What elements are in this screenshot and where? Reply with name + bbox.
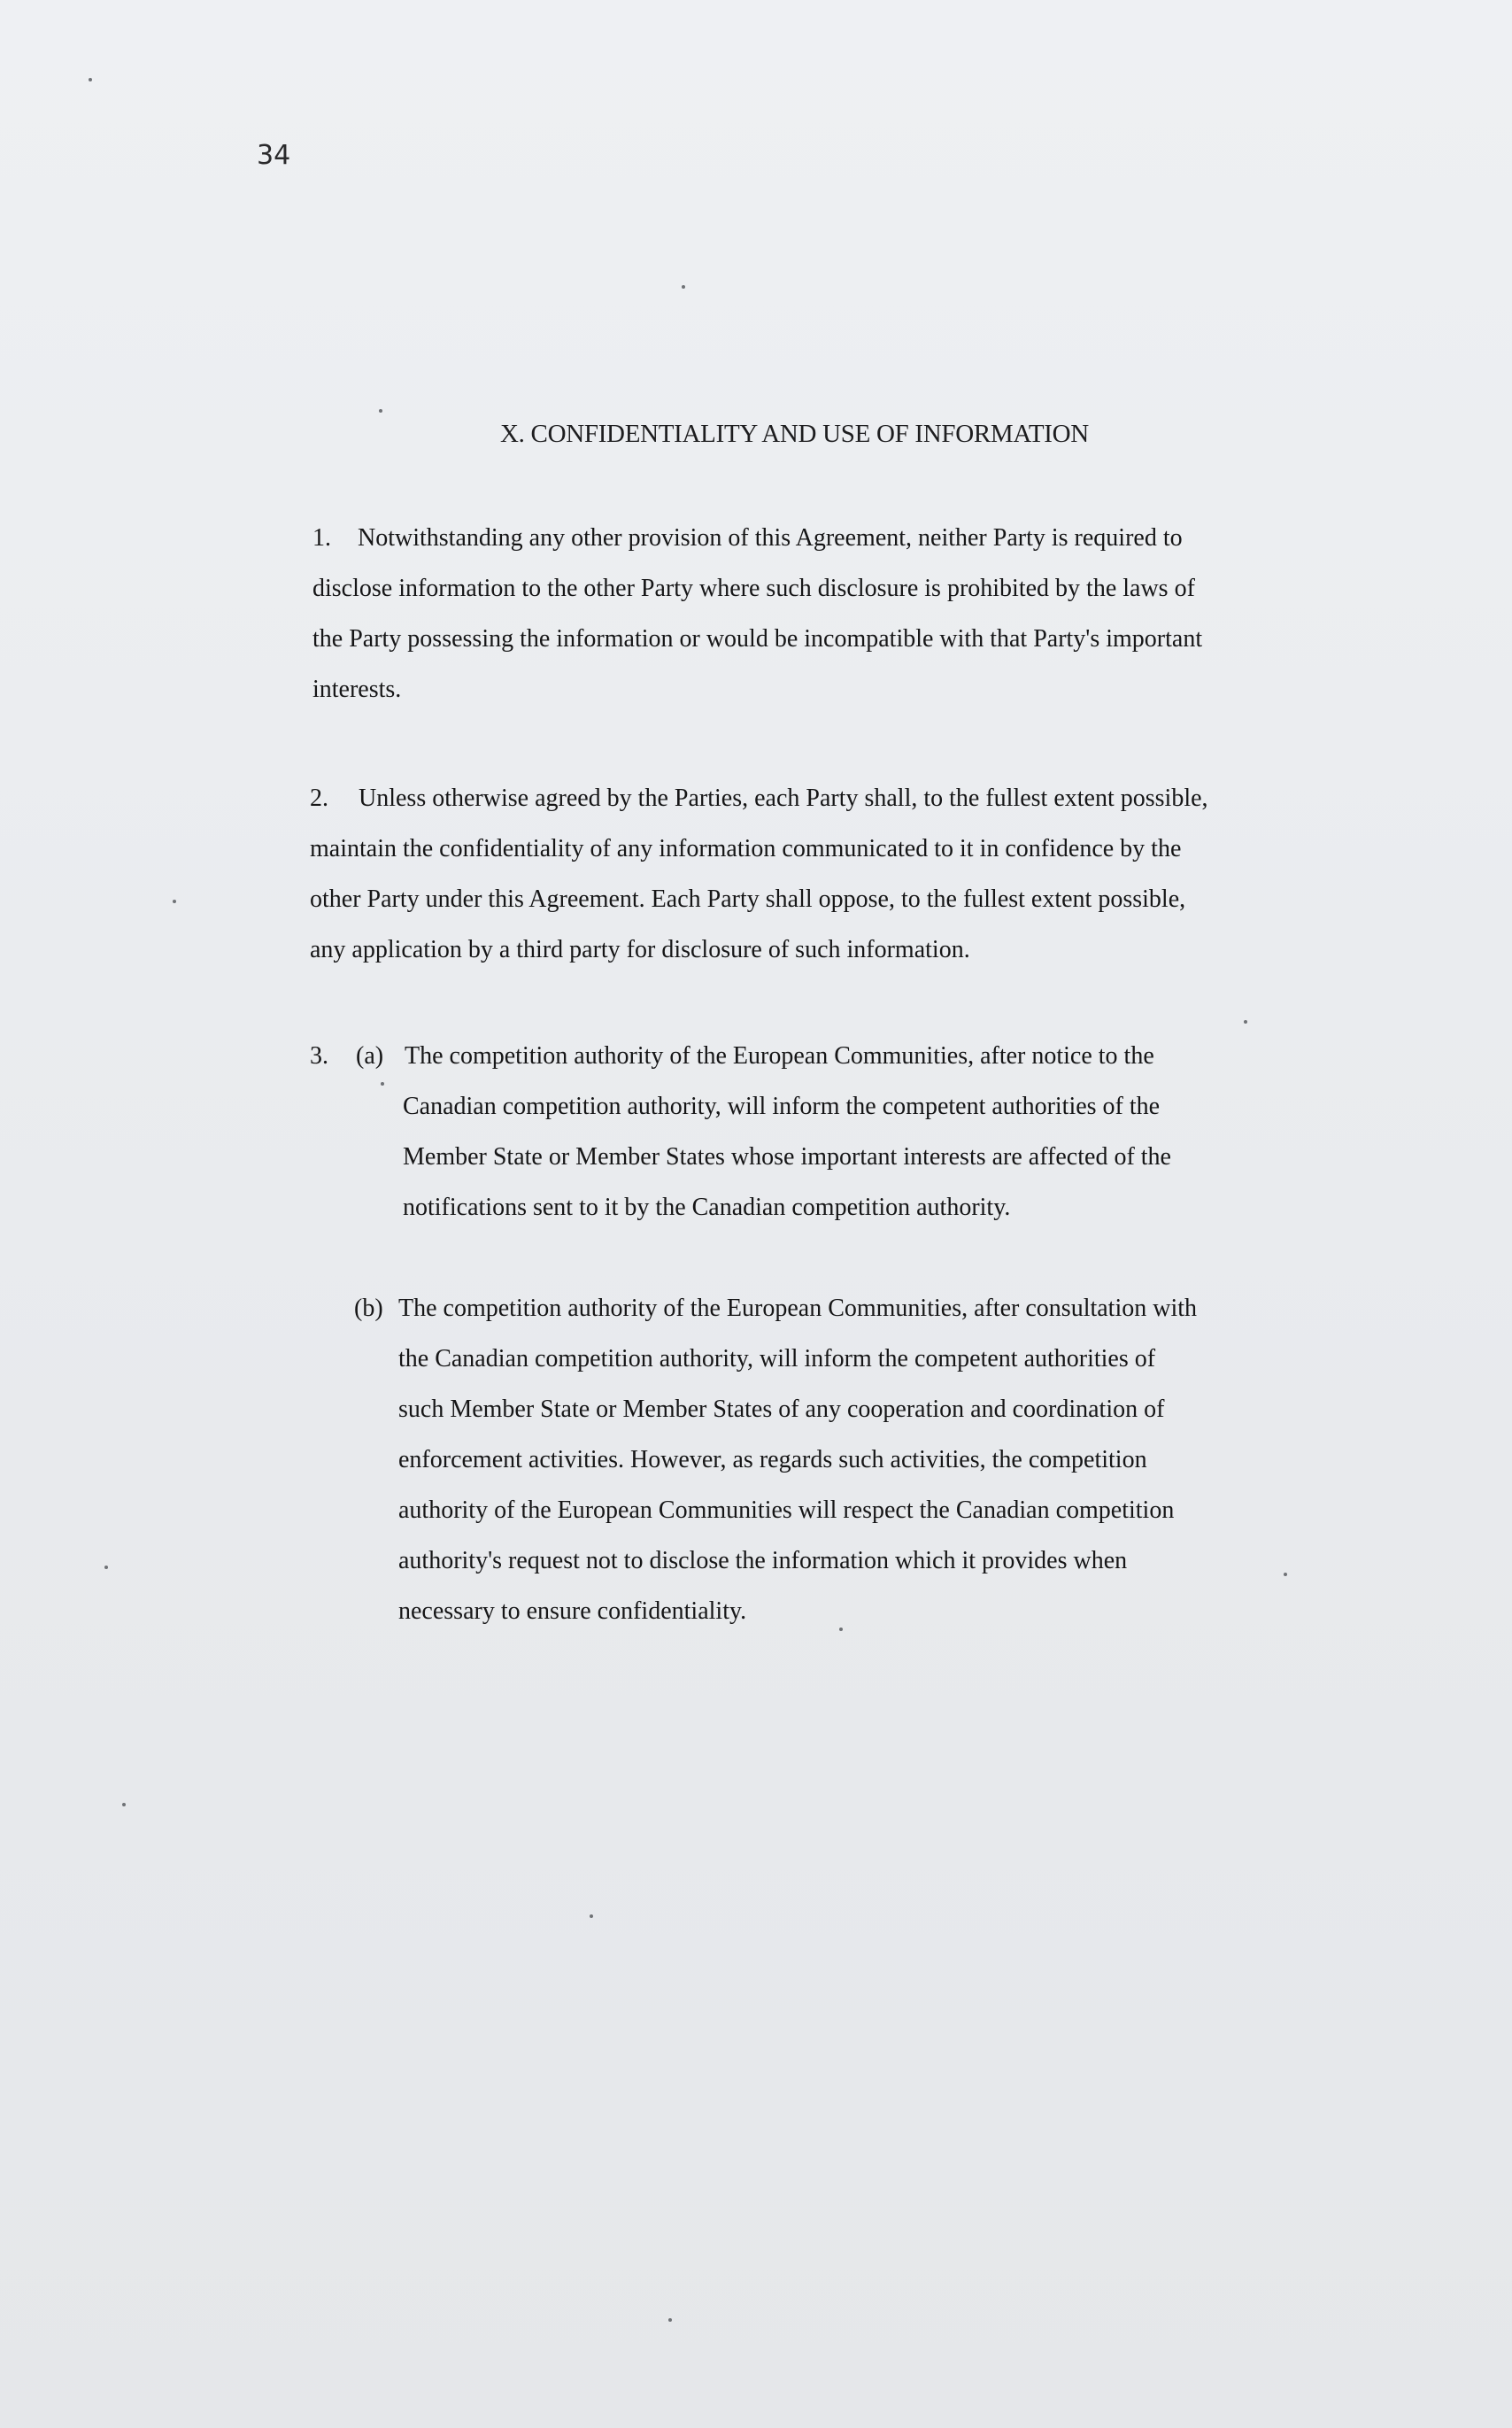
scan-speck bbox=[668, 2318, 672, 2322]
scan-speck bbox=[839, 1628, 843, 1631]
scan-speck bbox=[173, 900, 176, 903]
paragraph-line: other Party under this Agreement. Each Party shall oppose, to the fullest extent possible, bbox=[310, 885, 1186, 913]
subparagraph-label: (b) bbox=[354, 1295, 383, 1322]
paragraph-text: Unless otherwise agreed by the Parties, each Party shall, to the fullest extent possible, bbox=[359, 785, 1208, 812]
scan-speck bbox=[590, 1914, 593, 1918]
paragraph-line bbox=[310, 1031, 1171, 1081]
paragraph-text: Notwithstanding any other provision of this Agreement, neither Party is required to bbox=[358, 524, 1183, 552]
paragraph-line bbox=[310, 773, 1208, 824]
subparagraph-label: (a) bbox=[356, 1042, 384, 1070]
paragraph-text: The competition authority of the European Communities, after consultation with bbox=[398, 1295, 1198, 1322]
paragraph-text: The competition authority of the European Communities, after notice to the bbox=[405, 1042, 1154, 1070]
paragraph-line bbox=[354, 1283, 1197, 1334]
scan-speck bbox=[379, 409, 382, 413]
paragraph-line: authority of the European Communities will respect the Canadian competition bbox=[398, 1496, 1175, 1524]
paragraph-line: Canadian competition authority, will inform the competent authorities of the bbox=[403, 1093, 1161, 1120]
paragraph-3b bbox=[354, 1283, 1197, 1636]
scan-speck bbox=[1244, 1020, 1247, 1024]
paragraph-line: maintain the confidentiality of any information communicated to it in confidence by the bbox=[310, 835, 1182, 862]
scan-speck bbox=[682, 285, 685, 289]
paragraph-number: 2. bbox=[310, 785, 328, 812]
paragraph-line: the Party possessing the information or would be incompatible with that Party's important bbox=[312, 625, 1203, 653]
paragraph-number: 1. bbox=[312, 524, 331, 552]
paragraph-line: necessary to ensure confidentiality. bbox=[398, 1597, 747, 1625]
paragraph-number: 3. bbox=[310, 1042, 328, 1070]
scan-speck bbox=[381, 1082, 384, 1086]
paragraph-line: notifications sent to it by the Canadian competition authority. bbox=[403, 1194, 1011, 1221]
scan-speck bbox=[122, 1803, 126, 1806]
scan-speck bbox=[89, 78, 92, 81]
paragraph-line: disclose information to the other Party where such disclosure is prohibited by the laws of bbox=[312, 575, 1195, 602]
section-title: X. CONFIDENTIALITY AND USE OF INFORMATION bbox=[500, 420, 1089, 448]
paragraph-2 bbox=[310, 773, 1208, 975]
paragraph-line: the Canadian competition authority, will inform the competent authorities of bbox=[398, 1345, 1156, 1373]
paragraph-line: interests. bbox=[312, 676, 402, 703]
page-number: 34 bbox=[257, 140, 291, 171]
paragraph-3a bbox=[310, 1031, 1171, 1233]
paragraph-line: enforcement activities. However, as regards such activities, the competition bbox=[398, 1446, 1147, 1473]
scan-speck bbox=[1284, 1573, 1287, 1576]
paragraph-line bbox=[312, 513, 1202, 563]
paragraph-1 bbox=[312, 513, 1202, 715]
paragraph-line: authority's request not to disclose the information which it provides when bbox=[398, 1547, 1128, 1574]
paragraph-line: such Member State or Member States of any cooperation and coordination of bbox=[398, 1396, 1165, 1423]
paragraph-line: Member State or Member States whose important interests are affected of the bbox=[403, 1143, 1171, 1171]
scan-speck bbox=[104, 1566, 108, 1569]
paragraph-line: any application by a third party for disclosure of such information. bbox=[310, 936, 970, 963]
